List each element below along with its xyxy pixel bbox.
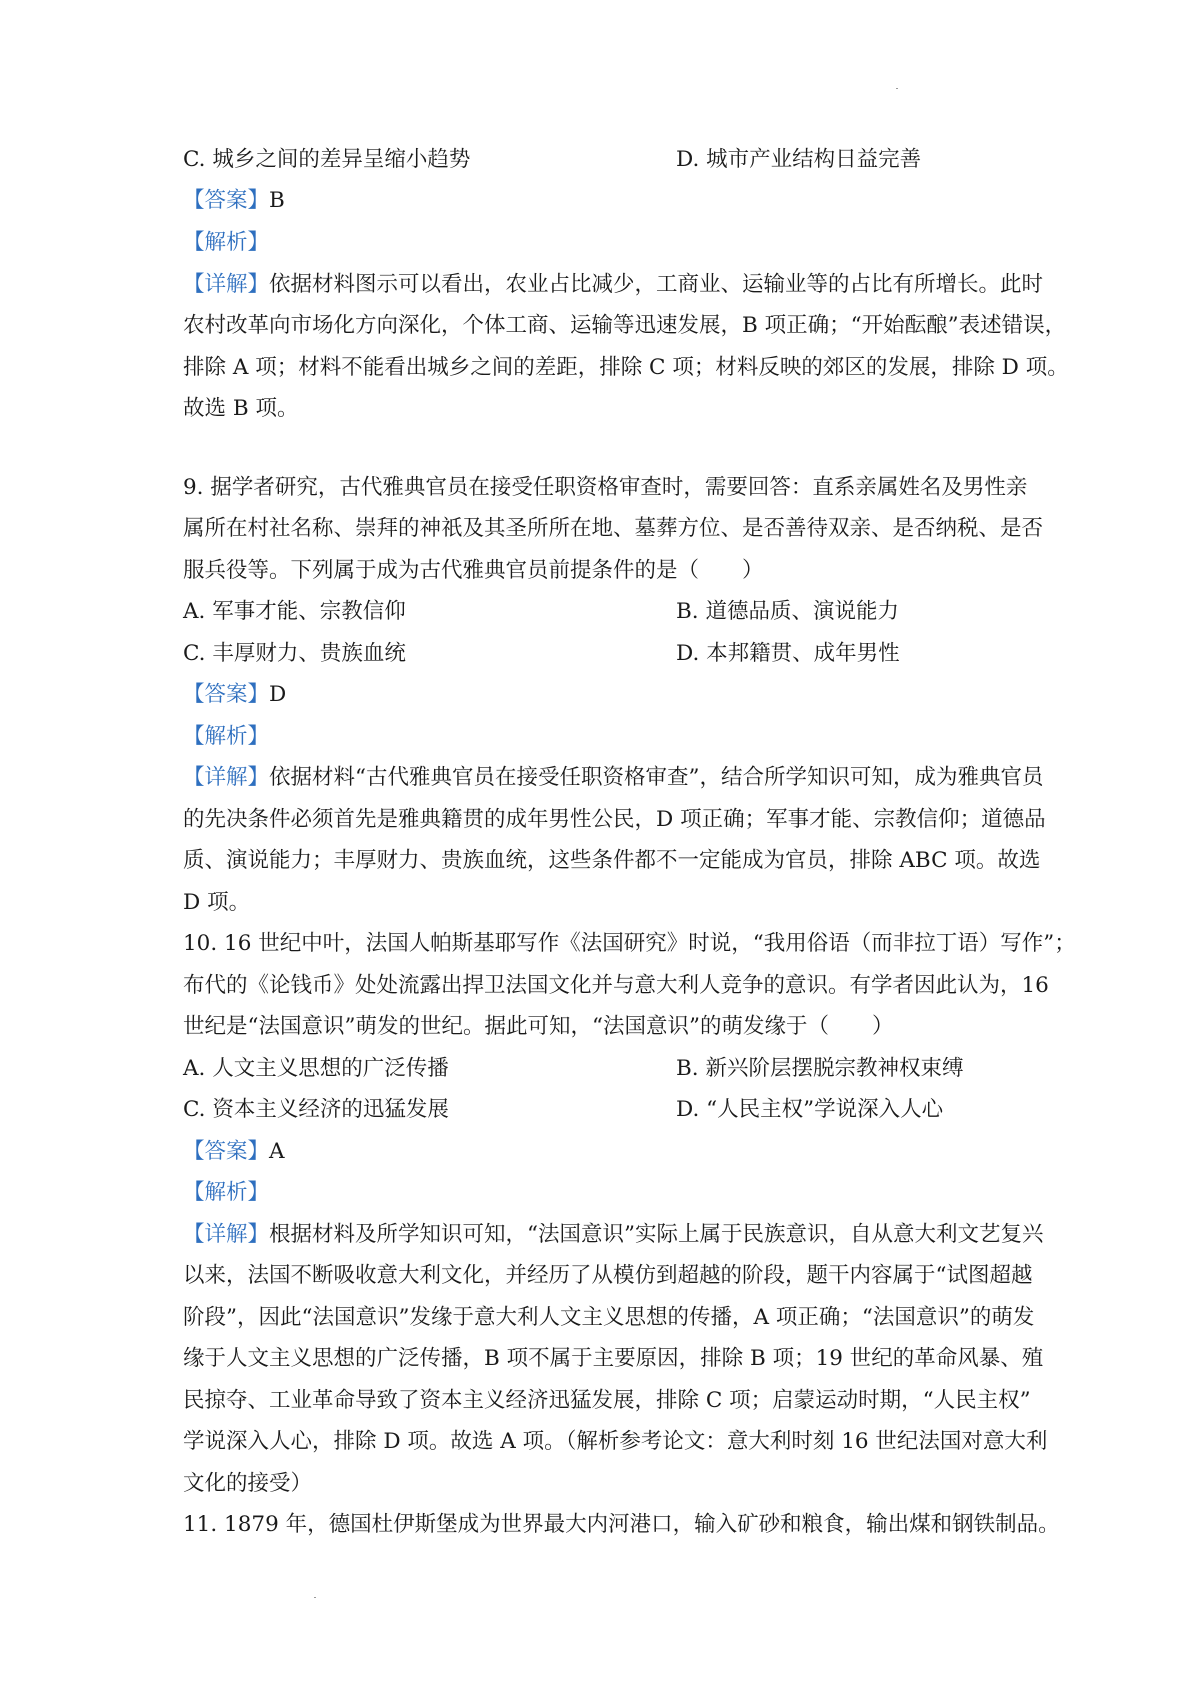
q10-detail-line: 民掠夺、工业革命导致了资本主义经济迅猛发展，排除 C 项；启蒙运动时期，“人民主权” — [183, 1388, 1031, 1413]
answer-label: 【答案】 — [183, 1139, 270, 1164]
q11-stem-line: 11. 1879 年，德国杜伊斯堡成为世界最大内河港口，输入矿砂和粮食，输出煤和钢铁制品。 — [183, 1512, 1060, 1537]
q10-detail-line: 【详解】根据材料及所学知识可知，“法国意识”实际上属于民族意识，自从意大利文艺复兴 — [183, 1222, 1044, 1247]
q8-answer — [183, 186, 1038, 216]
q10-analysis-heading — [183, 1178, 1038, 1208]
q10-detail-line: 阶段”，因此“法国意识”发缘于意大利人文主义思想的传播，A 项正确；“法国意识”的萌发 — [183, 1305, 1035, 1330]
q8-detail-line: 排除 A 项；材料不能看出城乡之间的差距，排除 C 项；材料反映的郊区的发展，排除 D 项。 — [183, 355, 1069, 380]
q10-option-a: A. 人文主义思想的广泛传播 — [183, 1056, 449, 1081]
detail-label: 【详解】 — [183, 1222, 270, 1247]
q8-detail-line: 农村改革向市场化方向深化，个体工商、运输等迅速发展，B 项正确；“开始酝酿”表述错误， — [183, 313, 1067, 338]
q9-option-d: D. 本邦籍贯、成年男性 — [676, 641, 900, 666]
scan-speck — [896, 88, 898, 89]
q8-detail-line: 【详解】依据材料图示可以看出，农业占比减少，工商业、运输业等的占比有所增长。此时 — [183, 272, 1044, 297]
scan-speck — [314, 1597, 316, 1598]
q8-analysis-heading — [183, 228, 1038, 258]
q10-stem-line: 世纪是“法国意识”萌发的世纪。据此可知，“法国意识”的萌发缘于（ ） — [183, 1014, 894, 1039]
q10-option-b: B. 新兴阶层摆脱宗教神权束缚 — [676, 1056, 964, 1081]
q10-option-c: C. 资本主义经济的迅猛发展 — [183, 1097, 449, 1122]
answer-label: 【答案】 — [183, 188, 270, 213]
answer-value: D — [269, 682, 287, 707]
q9-answer — [183, 680, 1038, 710]
q9-stem-line: 服兵役等。下列属于成为古代雅典官员前提条件的是（ ） — [183, 558, 764, 583]
q8-detail-line: 故选 B 项。 — [183, 396, 299, 421]
q9-detail-line: 【详解】依据材料“古代雅典官员在接受任职资格审查”，结合所学知识可知，成为雅典官员 — [183, 765, 1044, 790]
q8-option-c: C. 城乡之间的差异呈缩小趋势 — [183, 147, 471, 172]
q9-detail-line: D 项。 — [183, 890, 251, 915]
q10-detail-line: 文化的接受） — [183, 1471, 313, 1496]
analysis-label: 【解析】 — [183, 230, 270, 255]
q9-option-b: B. 道德品质、演说能力 — [676, 599, 899, 624]
q10-answer — [183, 1137, 1038, 1167]
detail-label: 【详解】 — [183, 765, 270, 790]
answer-value: A — [269, 1139, 285, 1164]
q10-option-d: D. “人民主权”学说深入人心 — [676, 1097, 944, 1122]
answer-value: B — [269, 188, 285, 213]
q9-option-c: C. 丰厚财力、贵族血统 — [183, 641, 406, 666]
analysis-label: 【解析】 — [183, 724, 270, 749]
q9-detail-line: 质、演说能力；丰厚财力、贵族血统，这些条件都不一定能成为官员，排除 ABC 项。故选 — [183, 848, 1041, 873]
detail-label: 【详解】 — [183, 272, 270, 297]
q10-detail-line: 缘于人文主义思想的广泛传播，B 项不属于主要原因，排除 B 项；19 世纪的革命风暴、殖 — [183, 1346, 1044, 1371]
q10-stem-line: 10. 16 世纪中叶，法国人帕斯基耶写作《法国研究》时说，“我用俗语（而非拉丁语）写作”； — [183, 931, 1076, 956]
q9-analysis-heading — [183, 722, 1038, 752]
q10-detail-line: 学说深入人心，排除 D 项。故选 A 项。（解析参考论文：意大利时刻 16 世纪法国对意大利 — [183, 1429, 1048, 1454]
q9-option-a: A. 军事才能、宗教信仰 — [183, 599, 406, 624]
q9-stem-line: 9. 据学者研究，古代雅典官员在接受任职资格审查时，需要回答：直系亲属姓名及男性亲 — [183, 475, 1028, 500]
q9-detail-line: 的先决条件必须首先是雅典籍贯的成年男性公民，D 项正确；军事才能、宗教信仰；道德品 — [183, 807, 1046, 832]
q9-stem-line: 属所在村社名称、崇拜的神祇及其圣所所在地、墓葬方位、是否善待双亲、是否纳税、是否 — [183, 516, 1044, 541]
analysis-label: 【解析】 — [183, 1180, 270, 1205]
q10-stem-line: 布代的《论钱币》处处流露出捍卫法国文化并与意大利人竞争的意识。有学者因此认为，16 — [183, 973, 1049, 998]
answer-label: 【答案】 — [183, 682, 270, 707]
q10-detail-line: 以来，法国不断吸收意大利文化，并经历了从模仿到超越的阶段，题干内容属于“试图超越 — [183, 1263, 1033, 1288]
q8-option-d: D. 城市产业结构日益完善 — [676, 147, 922, 172]
